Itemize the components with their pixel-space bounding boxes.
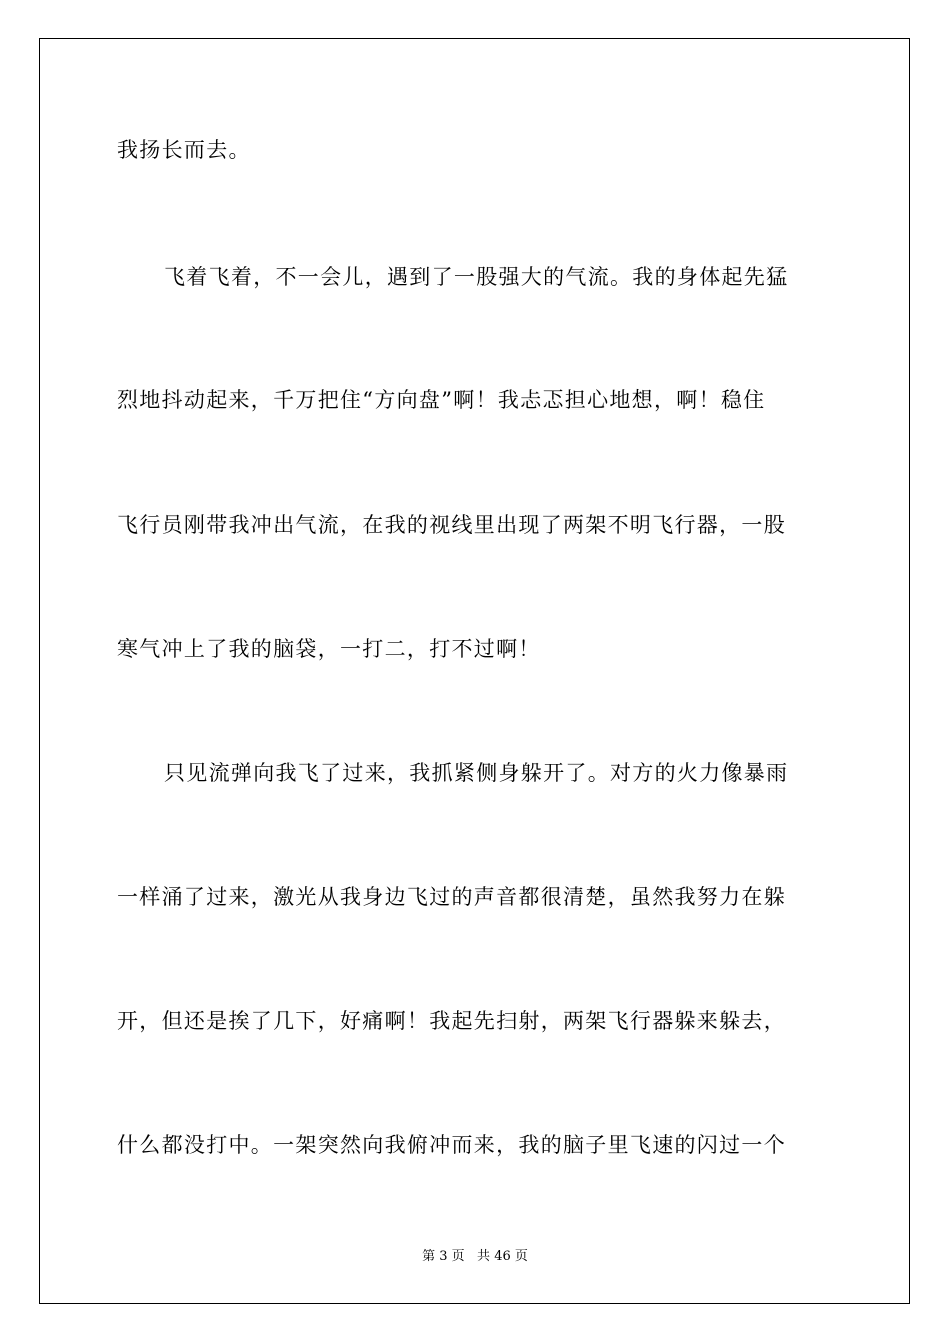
paragraph-start-line: 只见流弹向我飞了过来，我抓紧侧身躲开了。对方的火力像暴雨: [164, 761, 789, 785]
text-line-1: 我扬长而去。: [117, 138, 251, 162]
text-line-9: 什么都没打中。一架突然向我俯冲而来，我的脑子里飞速的闪过一个: [117, 1133, 786, 1157]
text-line-8: 开，但还是挨了几下，好痛啊！我起先扫射，两架飞行器躲来躲去，: [117, 1009, 786, 1033]
text-line-4: 飞行员刚带我冲出气流，在我的视线里出现了两架不明飞行器，一股: [117, 513, 786, 537]
text-line-3: 烈地抖动起来，千万把住“方向盘”啊！我忐忑担心地想，啊！稳住: [117, 388, 766, 412]
paragraph-start-line: 飞着飞着，不一会儿，遇到了一股强大的气流。我的身体起先猛: [164, 265, 789, 289]
page-number-footer: 第 3 页 共 46 页: [422, 1249, 528, 1264]
text-line-7: 一样涌了过来，激光从我身边飞过的声音都很清楚，虽然我努力在躲: [117, 885, 786, 909]
text-line-5: 寒气冲上了我的脑袋，一打二，打不过啊！: [117, 637, 541, 661]
page-border: [39, 38, 910, 1304]
